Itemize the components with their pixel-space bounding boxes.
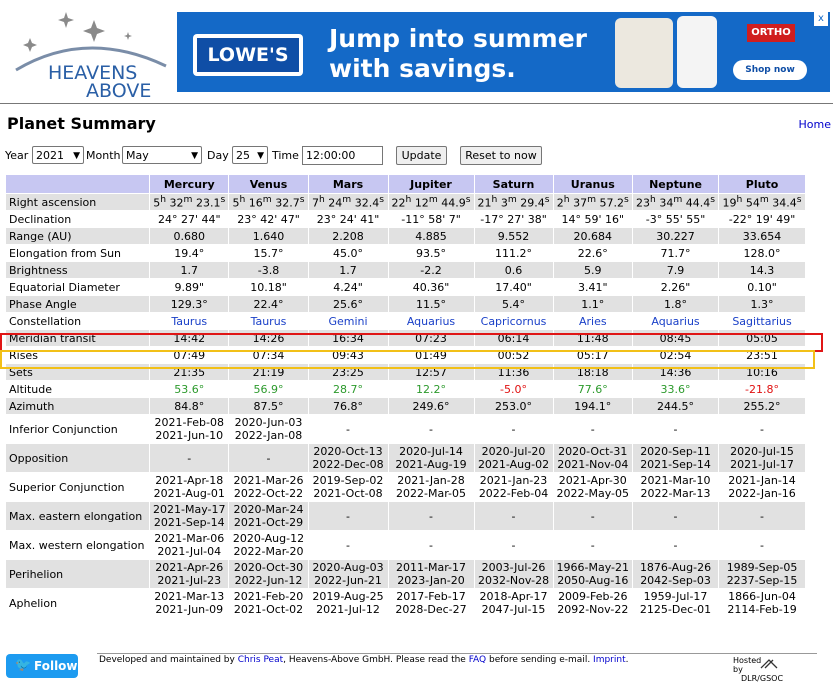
table-row-constellation: [6, 313, 806, 330]
azimuth-saturn: 253.0°: [474, 398, 553, 415]
altitude-jupiter: 12.2°: [388, 381, 474, 398]
table-row-aphelion: [6, 589, 806, 618]
sets-pluto: 10:16: [719, 364, 806, 381]
altitude-uranus: 77.6°: [553, 381, 632, 398]
inferior-conjunction-jupiter: -: [388, 415, 474, 444]
table-row-brightness: [6, 262, 806, 279]
sets-uranus: 18:18: [553, 364, 632, 381]
day-label: Day: [207, 149, 229, 162]
column-header-venus: Venus: [229, 175, 308, 194]
meridian-transit-pluto: 05:05: [719, 330, 806, 347]
superior-conjunction-neptune: 2021-Mar-10 2022-Mar-13: [633, 473, 719, 502]
right-ascension-pluto: 19$^h$ 54$^m$ 34.4$^s$: [719, 194, 806, 211]
row-label-aphelion: Aphelion: [6, 589, 150, 618]
declination-mars: 23° 24' 41": [308, 211, 388, 228]
range-au-pluto: 33.654: [719, 228, 806, 245]
page-title: Planet Summary: [7, 114, 156, 133]
rises-venus: 07:34: [229, 347, 308, 364]
ad-product-brand: ORTHO: [747, 24, 795, 42]
date-time-form: [5, 145, 625, 167]
constellation-neptune[interactable]: Aquarius: [633, 313, 719, 330]
equatorial-diameter-neptune: 2.26": [633, 279, 719, 296]
range-au-saturn: 9.552: [474, 228, 553, 245]
opposition-saturn: 2020-Jul-20 2021-Aug-02: [474, 444, 553, 473]
superior-conjunction-uranus: 2021-Apr-30 2022-May-05: [553, 473, 632, 502]
max-western-elongation-neptune: -: [633, 531, 719, 560]
superior-conjunction-jupiter: 2021-Jan-28 2022-Mar-05: [388, 473, 474, 502]
rises-neptune: 02:54: [633, 347, 719, 364]
sets-mars: 23:25: [308, 364, 388, 381]
table-row-inferior-conjunction: [6, 415, 806, 444]
row-label-brightness: Brightness: [6, 262, 150, 279]
constellation-pluto[interactable]: Sagittarius: [719, 313, 806, 330]
right-ascension-jupiter: 22$^h$ 12$^m$ 44.9$^s$: [388, 194, 474, 211]
opposition-uranus: 2020-Oct-31 2021-Nov-04: [553, 444, 632, 473]
declination-saturn: -17° 27' 38": [474, 211, 553, 228]
advertisement-banner[interactable]: [177, 12, 830, 92]
rises-mercury: 07:49: [150, 347, 229, 364]
column-header-neptune: Neptune: [633, 175, 719, 194]
column-header-jupiter: Jupiter: [388, 175, 474, 194]
constellation-mars[interactable]: Gemini: [308, 313, 388, 330]
altitude-saturn: -5.0°: [474, 381, 553, 398]
declination-mercury: 24° 27' 44": [150, 211, 229, 228]
declination-uranus: 14° 59' 16": [553, 211, 632, 228]
table-row-elongation-from-sun: [6, 245, 806, 262]
phase-angle-pluto: 1.3°: [719, 296, 806, 313]
altitude-pluto: -21.8°: [719, 381, 806, 398]
faq-link[interactable]: FAQ: [468, 655, 487, 665]
range-au-jupiter: 4.885: [388, 228, 474, 245]
max-eastern-elongation-venus: 2020-Mar-24 2021-Oct-29: [229, 502, 308, 531]
author-link[interactable]: Chris Peat: [237, 655, 284, 665]
constellation-mercury[interactable]: Taurus: [150, 313, 229, 330]
right-ascension-neptune: 23$^h$ 34$^m$ 44.4$^s$: [633, 194, 719, 211]
column-header-saturn: Saturn: [474, 175, 553, 194]
constellation-saturn[interactable]: Capricornus: [474, 313, 553, 330]
sets-jupiter: 12:57: [388, 364, 474, 381]
equatorial-diameter-venus: 10.18": [229, 279, 308, 296]
chevron-down-icon: ▼: [257, 151, 264, 161]
row-label-rises: Rises: [6, 347, 150, 364]
inferior-conjunction-neptune: -: [633, 415, 719, 444]
azimuth-jupiter: 249.6°: [388, 398, 474, 415]
meridian-transit-neptune: 08:45: [633, 330, 719, 347]
imprint-link[interactable]: Imprint: [593, 655, 626, 665]
sets-neptune: 14:36: [633, 364, 719, 381]
table-row-max-eastern-elongation: [6, 502, 806, 531]
elongation-from-sun-mercury: 19.4°: [150, 245, 229, 262]
row-label-max-western-elongation: Max. western elongation: [6, 531, 150, 560]
declination-neptune: -3° 55' 55": [633, 211, 719, 228]
sets-venus: 21:19: [229, 364, 308, 381]
row-label-equatorial-diameter: Equatorial Diameter: [6, 279, 150, 296]
equatorial-diameter-mercury: 9.89": [150, 279, 229, 296]
ad-product-image-2: [677, 16, 717, 88]
equatorial-diameter-jupiter: 40.36": [388, 279, 474, 296]
superior-conjunction-mercury: 2021-Apr-18 2021-Aug-01: [150, 473, 229, 502]
site-header: [0, 0, 833, 105]
meridian-transit-venus: 14:26: [229, 330, 308, 347]
max-western-elongation-mercury: 2021-Mar-06 2021-Jul-04: [150, 531, 229, 560]
aphelion-jupiter: 2017-Feb-17 2028-Dec-27: [388, 589, 474, 618]
brightness-venus: -3.8: [229, 262, 308, 279]
azimuth-pluto: 255.2°: [719, 398, 806, 415]
perihelion-venus: 2020-Oct-30 2022-Jun-12: [229, 560, 308, 589]
table-row-perihelion: [6, 560, 806, 589]
phase-angle-neptune: 1.8°: [633, 296, 719, 313]
brightness-saturn: 0.6: [474, 262, 553, 279]
phase-angle-saturn: 5.4°: [474, 296, 553, 313]
elongation-from-sun-neptune: 71.7°: [633, 245, 719, 262]
phase-angle-mars: 25.6°: [308, 296, 388, 313]
max-eastern-elongation-pluto: -: [719, 502, 806, 531]
constellation-jupiter[interactable]: Aquarius: [388, 313, 474, 330]
row-label-opposition: Opposition: [6, 444, 150, 473]
range-au-mercury: 0.680: [150, 228, 229, 245]
ad-headline-2: with savings.: [329, 54, 516, 83]
meridian-transit-uranus: 11:48: [553, 330, 632, 347]
superior-conjunction-pluto: 2021-Jan-14 2022-Jan-16: [719, 473, 806, 502]
planet-summary-table: [5, 174, 806, 618]
aphelion-venus: 2021-Feb-20 2021-Oct-02: [229, 589, 308, 618]
azimuth-mercury: 84.8°: [150, 398, 229, 415]
follow-label: Follow: [34, 659, 78, 673]
time-label: Time: [272, 149, 299, 162]
ad-product-image: [615, 18, 673, 88]
brightness-neptune: 7.9: [633, 262, 719, 279]
year-label: Year: [5, 149, 29, 162]
day-select[interactable]: 25 ▼: [232, 146, 268, 164]
brightness-jupiter: -2.2: [388, 262, 474, 279]
inferior-conjunction-pluto: -: [719, 415, 806, 444]
aphelion-pluto: 1866-Jun-04 2114-Feb-19: [719, 589, 806, 618]
max-western-elongation-mars: -: [308, 531, 388, 560]
row-label-max-eastern-elongation: Max. eastern elongation: [6, 502, 150, 531]
aphelion-uranus: 2009-Feb-26 2092-Nov-22: [553, 589, 632, 618]
dlr-logo-icon: [759, 658, 779, 670]
meridian-transit-saturn: 06:14: [474, 330, 553, 347]
brightness-mars: 1.7: [308, 262, 388, 279]
aphelion-mars: 2019-Aug-25 2021-Jul-12: [308, 589, 388, 618]
phase-angle-jupiter: 11.5°: [388, 296, 474, 313]
table-row-meridian-transit: [6, 330, 806, 347]
row-label-altitude: Altitude: [6, 381, 150, 398]
row-label-sets: Sets: [6, 364, 150, 381]
elongation-from-sun-saturn: 111.2°: [474, 245, 553, 262]
perihelion-pluto: 1989-Sep-05 2237-Sep-15: [719, 560, 806, 589]
update-button[interactable]: Update: [396, 146, 447, 165]
range-au-uranus: 20.684: [553, 228, 632, 245]
opposition-venus: -: [229, 444, 308, 473]
column-header-mars: Mars: [308, 175, 388, 194]
opposition-mercury: -: [150, 444, 229, 473]
table-row-max-western-elongation: [6, 531, 806, 560]
rises-pluto: 23:51: [719, 347, 806, 364]
constellation-uranus[interactable]: Aries: [553, 313, 632, 330]
inferior-conjunction-mars: -: [308, 415, 388, 444]
meridian-transit-jupiter: 07:23: [388, 330, 474, 347]
sets-mercury: 21:35: [150, 364, 229, 381]
table-header-row: [6, 175, 806, 194]
max-eastern-elongation-saturn: -: [474, 502, 553, 531]
elongation-from-sun-venus: 15.7°: [229, 245, 308, 262]
column-header-mercury: Mercury: [150, 175, 229, 194]
table-corner-cell: [6, 175, 150, 194]
meridian-transit-mercury: 14:42: [150, 330, 229, 347]
home-link[interactable]: Home: [798, 118, 831, 131]
year-select[interactable]: 2021 ▼: [32, 146, 84, 164]
table-row-sets: [6, 364, 806, 381]
altitude-venus: 56.9°: [229, 381, 308, 398]
perihelion-uranus: 1966-May-21 2050-Aug-16: [553, 560, 632, 589]
constellation-venus[interactable]: Taurus: [229, 313, 308, 330]
rises-mars: 09:43: [308, 347, 388, 364]
column-header-uranus: Uranus: [553, 175, 632, 194]
inferior-conjunction-mercury: 2021-Feb-08 2021-Jun-10: [150, 415, 229, 444]
perihelion-mercury: 2021-Apr-26 2021-Jul-23: [150, 560, 229, 589]
inferior-conjunction-saturn: -: [474, 415, 553, 444]
logo-text-above: ABOVE: [86, 80, 152, 102]
row-label-constellation: Constellation: [6, 313, 150, 330]
max-western-elongation-venus: 2020-Aug-12 2022-Mar-20: [229, 531, 308, 560]
right-ascension-mercury: 5$^h$ 32$^m$ 23.1$^s$: [150, 194, 229, 211]
max-eastern-elongation-uranus: -: [553, 502, 632, 531]
azimuth-venus: 87.5°: [229, 398, 308, 415]
opposition-neptune: 2020-Sep-11 2021-Sep-14: [633, 444, 719, 473]
max-eastern-elongation-neptune: -: [633, 502, 719, 531]
table-row-superior-conjunction: [6, 473, 806, 502]
table-row-range-au: [6, 228, 806, 245]
range-au-neptune: 30.227: [633, 228, 719, 245]
row-label-meridian-transit: Meridian transit: [6, 330, 150, 347]
row-label-inferior-conjunction: Inferior Conjunction: [6, 415, 150, 444]
table-row-equatorial-diameter: [6, 279, 806, 296]
twitter-follow-button[interactable]: [6, 654, 78, 678]
max-western-elongation-saturn: -: [474, 531, 553, 560]
meridian-transit-mars: 16:34: [308, 330, 388, 347]
superior-conjunction-venus: 2021-Mar-26 2022-Oct-22: [229, 473, 308, 502]
elongation-from-sun-pluto: 128.0°: [719, 245, 806, 262]
row-label-elongation-from-sun: Elongation from Sun: [6, 245, 150, 262]
header-divider: [0, 103, 833, 104]
table-row-right-ascension: [6, 194, 806, 211]
azimuth-uranus: 194.1°: [553, 398, 632, 415]
sets-saturn: 11:36: [474, 364, 553, 381]
right-ascension-saturn: 21$^h$ 3$^m$ 29.4$^s$: [474, 194, 553, 211]
altitude-mercury: 53.6°: [150, 381, 229, 398]
month-label: Month: [86, 149, 121, 162]
opposition-mars: 2020-Oct-13 2022-Dec-08: [308, 444, 388, 473]
phase-angle-venus: 22.4°: [229, 296, 308, 313]
chevron-down-icon: ▼: [191, 151, 198, 161]
right-ascension-uranus: 2$^h$ 37$^m$ 57.2$^s$: [553, 194, 632, 211]
hosted-by-dlr[interactable]: Hosted by DLR/GSOC: [733, 656, 784, 683]
chevron-down-icon: ▼: [73, 151, 80, 161]
range-au-mars: 2.208: [308, 228, 388, 245]
altitude-neptune: 33.6°: [633, 381, 719, 398]
superior-conjunction-saturn: 2021-Jan-23 2022-Feb-04: [474, 473, 553, 502]
aphelion-mercury: 2021-Mar-13 2021-Jun-09: [150, 589, 229, 618]
table-row-opposition: [6, 444, 806, 473]
brightness-pluto: 14.3: [719, 262, 806, 279]
perihelion-neptune: 1876-Aug-26 2042-Sep-03: [633, 560, 719, 589]
brightness-uranus: 5.9: [553, 262, 632, 279]
row-label-range-au: Range (AU): [6, 228, 150, 245]
max-eastern-elongation-jupiter: -: [388, 502, 474, 531]
logo-text-heavens: HEAVENS: [48, 62, 138, 84]
rises-saturn: 00:52: [474, 347, 553, 364]
twitter-bird-icon: 🐦: [15, 658, 32, 673]
footer-text: Developed and maintained by Chris Peat, Heavens-Above GmbH. Please read the FAQ before sending e-mail. Imprint.: [99, 655, 629, 665]
table-row-declination: [6, 211, 806, 228]
phase-angle-mercury: 129.3°: [150, 296, 229, 313]
max-eastern-elongation-mars: -: [308, 502, 388, 531]
row-label-right-ascension: Right ascension: [6, 194, 150, 211]
perihelion-jupiter: 2011-Mar-17 2023-Jan-20: [388, 560, 474, 589]
ad-headline-1: Jump into summer: [329, 24, 588, 53]
row-label-perihelion: Perihelion: [6, 560, 150, 589]
ad-close-icon[interactable]: x: [814, 12, 828, 26]
inferior-conjunction-uranus: -: [553, 415, 632, 444]
range-au-venus: 1.640: [229, 228, 308, 245]
month-select[interactable]: May ▼: [122, 146, 202, 164]
inferior-conjunction-venus: 2020-Jun-03 2022-Jan-08: [229, 415, 308, 444]
table-row-phase-angle: [6, 296, 806, 313]
aphelion-neptune: 1959-Jul-17 2125-Dec-01: [633, 589, 719, 618]
elongation-from-sun-jupiter: 93.5°: [388, 245, 474, 262]
opposition-jupiter: 2020-Jul-14 2021-Aug-19: [388, 444, 474, 473]
equatorial-diameter-pluto: 0.10": [719, 279, 806, 296]
ad-shop-now-button[interactable]: Shop now: [733, 60, 807, 80]
aphelion-saturn: 2018-Apr-17 2047-Jul-15: [474, 589, 553, 618]
opposition-pluto: 2020-Jul-15 2021-Jul-17: [719, 444, 806, 473]
right-ascension-venus: 5$^h$ 16$^m$ 32.7$^s$: [229, 194, 308, 211]
heavens-above-logo[interactable]: [6, 8, 171, 102]
ad-brand-logo: LOWE'S: [193, 34, 303, 76]
max-eastern-elongation-mercury: 2021-May-17 2021-Sep-14: [150, 502, 229, 531]
altitude-mars: 28.7°: [308, 381, 388, 398]
row-label-declination: Declination: [6, 211, 150, 228]
max-western-elongation-pluto: -: [719, 531, 806, 560]
table-row-rises: [6, 347, 806, 364]
reset-to-now-button[interactable]: Reset to now: [460, 146, 542, 165]
equatorial-diameter-uranus: 3.41": [553, 279, 632, 296]
azimuth-neptune: 244.5°: [633, 398, 719, 415]
row-label-superior-conjunction: Superior Conjunction: [6, 473, 150, 502]
max-western-elongation-uranus: -: [553, 531, 632, 560]
column-header-pluto: Pluto: [719, 175, 806, 194]
azimuth-mars: 76.8°: [308, 398, 388, 415]
equatorial-diameter-mars: 4.24": [308, 279, 388, 296]
declination-jupiter: -11° 58' 7": [388, 211, 474, 228]
table-row-azimuth: [6, 398, 806, 415]
rises-uranus: 05:17: [553, 347, 632, 364]
declination-venus: 23° 42' 47": [229, 211, 308, 228]
declination-pluto: -22° 19' 49": [719, 211, 806, 228]
right-ascension-mars: 7$^h$ 24$^m$ 32.4$^s$: [308, 194, 388, 211]
perihelion-mars: 2020-Aug-03 2022-Jun-21: [308, 560, 388, 589]
max-western-elongation-jupiter: -: [388, 531, 474, 560]
time-input[interactable]: 12:00:00: [302, 146, 383, 165]
elongation-from-sun-uranus: 22.6°: [553, 245, 632, 262]
rises-jupiter: 01:49: [388, 347, 474, 364]
footer-divider: [97, 653, 817, 654]
table-row-altitude: [6, 381, 806, 398]
perihelion-saturn: 2003-Jul-26 2032-Nov-28: [474, 560, 553, 589]
phase-angle-uranus: 1.1°: [553, 296, 632, 313]
equatorial-diameter-saturn: 17.40": [474, 279, 553, 296]
row-label-phase-angle: Phase Angle: [6, 296, 150, 313]
elongation-from-sun-mars: 45.0°: [308, 245, 388, 262]
brightness-mercury: 1.7: [150, 262, 229, 279]
row-label-azimuth: Azimuth: [6, 398, 150, 415]
superior-conjunction-mars: 2019-Sep-02 2021-Oct-08: [308, 473, 388, 502]
